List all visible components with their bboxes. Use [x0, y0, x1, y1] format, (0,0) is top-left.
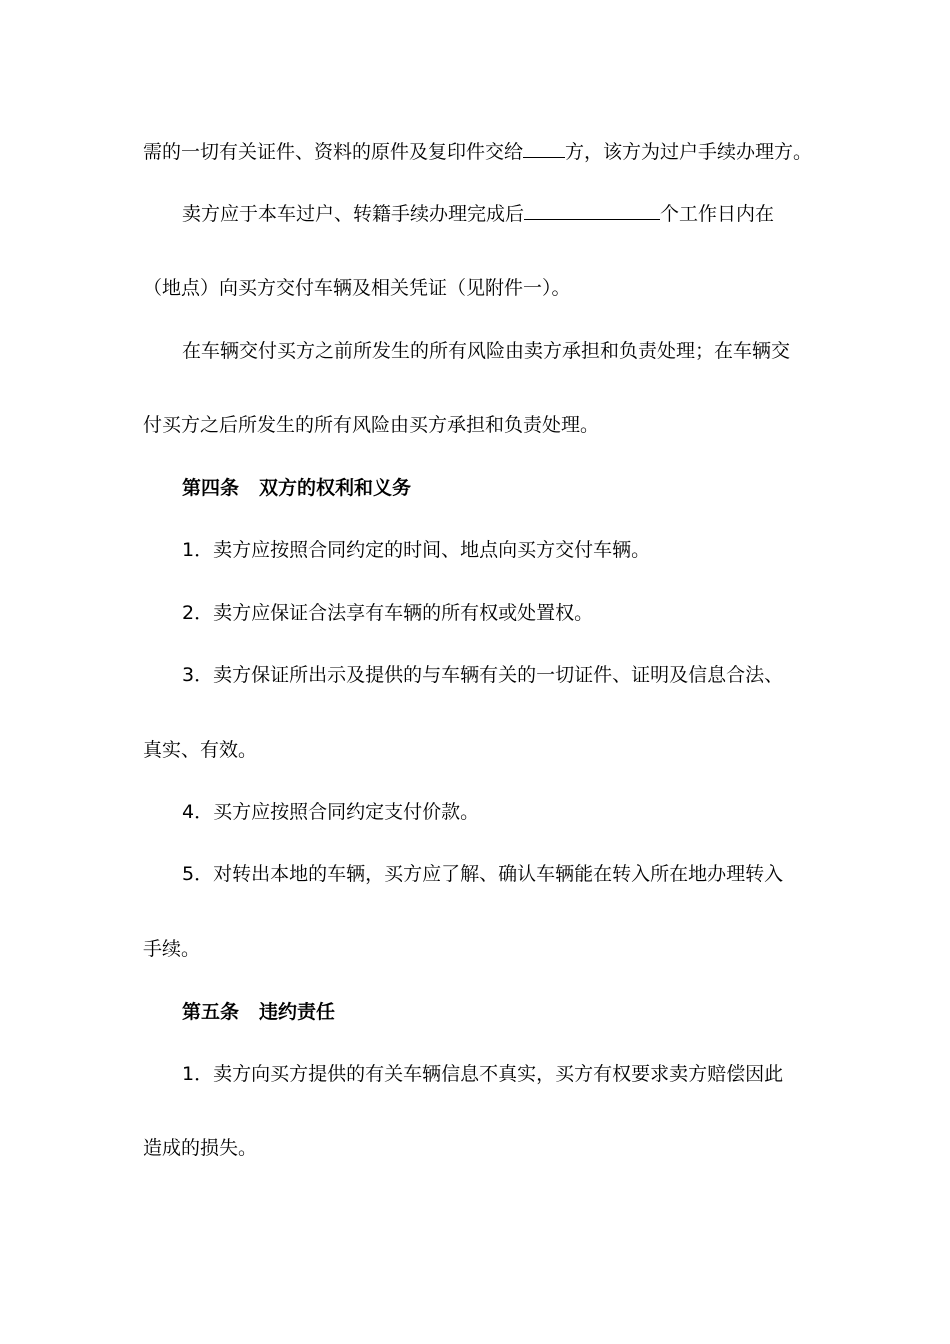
list-item-continuation: [143, 1136, 823, 1160]
text-run: 方，该方为过户手续办理方。: [565, 141, 813, 163]
text-run: （地点）向买方交付车辆及相关凭证（见附件一）。: [143, 277, 571, 299]
article-title: 违约责任: [259, 1001, 336, 1023]
list-item: [182, 538, 822, 562]
text-run: 卖方应于本车过户、转籍手续办理完成后: [182, 203, 525, 225]
text-run: 付买方之后所发生的所有风险由买方承担和负责处理。: [143, 414, 600, 436]
list-item-continuation: [143, 738, 823, 762]
text-run: 1．卖方应按照合同约定的时间、地点向买方交付车辆。: [182, 539, 651, 561]
paragraph-line: [182, 339, 822, 363]
fill-in-blank: [523, 139, 565, 158]
text-run: 造成的损失。: [143, 1137, 258, 1159]
paragraph-line: [143, 139, 823, 164]
paragraph-line: [143, 413, 823, 437]
list-item: [182, 800, 822, 824]
article-heading: [182, 476, 822, 500]
text-run: 1．卖方向买方提供的有关车辆信息不真实，买方有权要求卖方赔偿因此: [182, 1063, 784, 1085]
list-item-continuation: [143, 937, 823, 961]
text-run: 手续。: [143, 938, 201, 960]
paragraph-line: [182, 201, 822, 226]
list-item: [182, 862, 822, 886]
article-title: 双方的权利和义务: [259, 477, 412, 499]
list-item: [182, 1062, 822, 1086]
text-run: 真实、有效。: [143, 739, 258, 761]
fill-in-blank: [524, 201, 660, 220]
list-item: [182, 663, 822, 687]
text-run: 在车辆交付买方之前所发生的所有风险由卖方承担和负责处理；在车辆交: [182, 340, 791, 362]
text-run: 4．买方应按照合同约定支付价款。: [182, 801, 480, 823]
article-number: 第四条: [182, 477, 240, 499]
text-run: 2．卖方应保证合法享有车辆的所有权或处置权。: [182, 602, 594, 624]
list-item: [182, 601, 822, 625]
text-run: 3．卖方保证所出示及提供的与车辆有关的一切证件、证明及信息合法、: [182, 664, 784, 686]
text-run: 5．对转出本地的车辆，买方应了解、确认车辆能在转入所在地办理转入: [182, 863, 784, 885]
article-heading: [182, 1000, 822, 1024]
article-number: 第五条: [182, 1001, 240, 1023]
paragraph-line: [143, 276, 823, 300]
text-run: 需的一切有关证件、资料的原件及复印件交给: [143, 141, 524, 163]
text-run: 个工作日内在: [660, 203, 775, 225]
